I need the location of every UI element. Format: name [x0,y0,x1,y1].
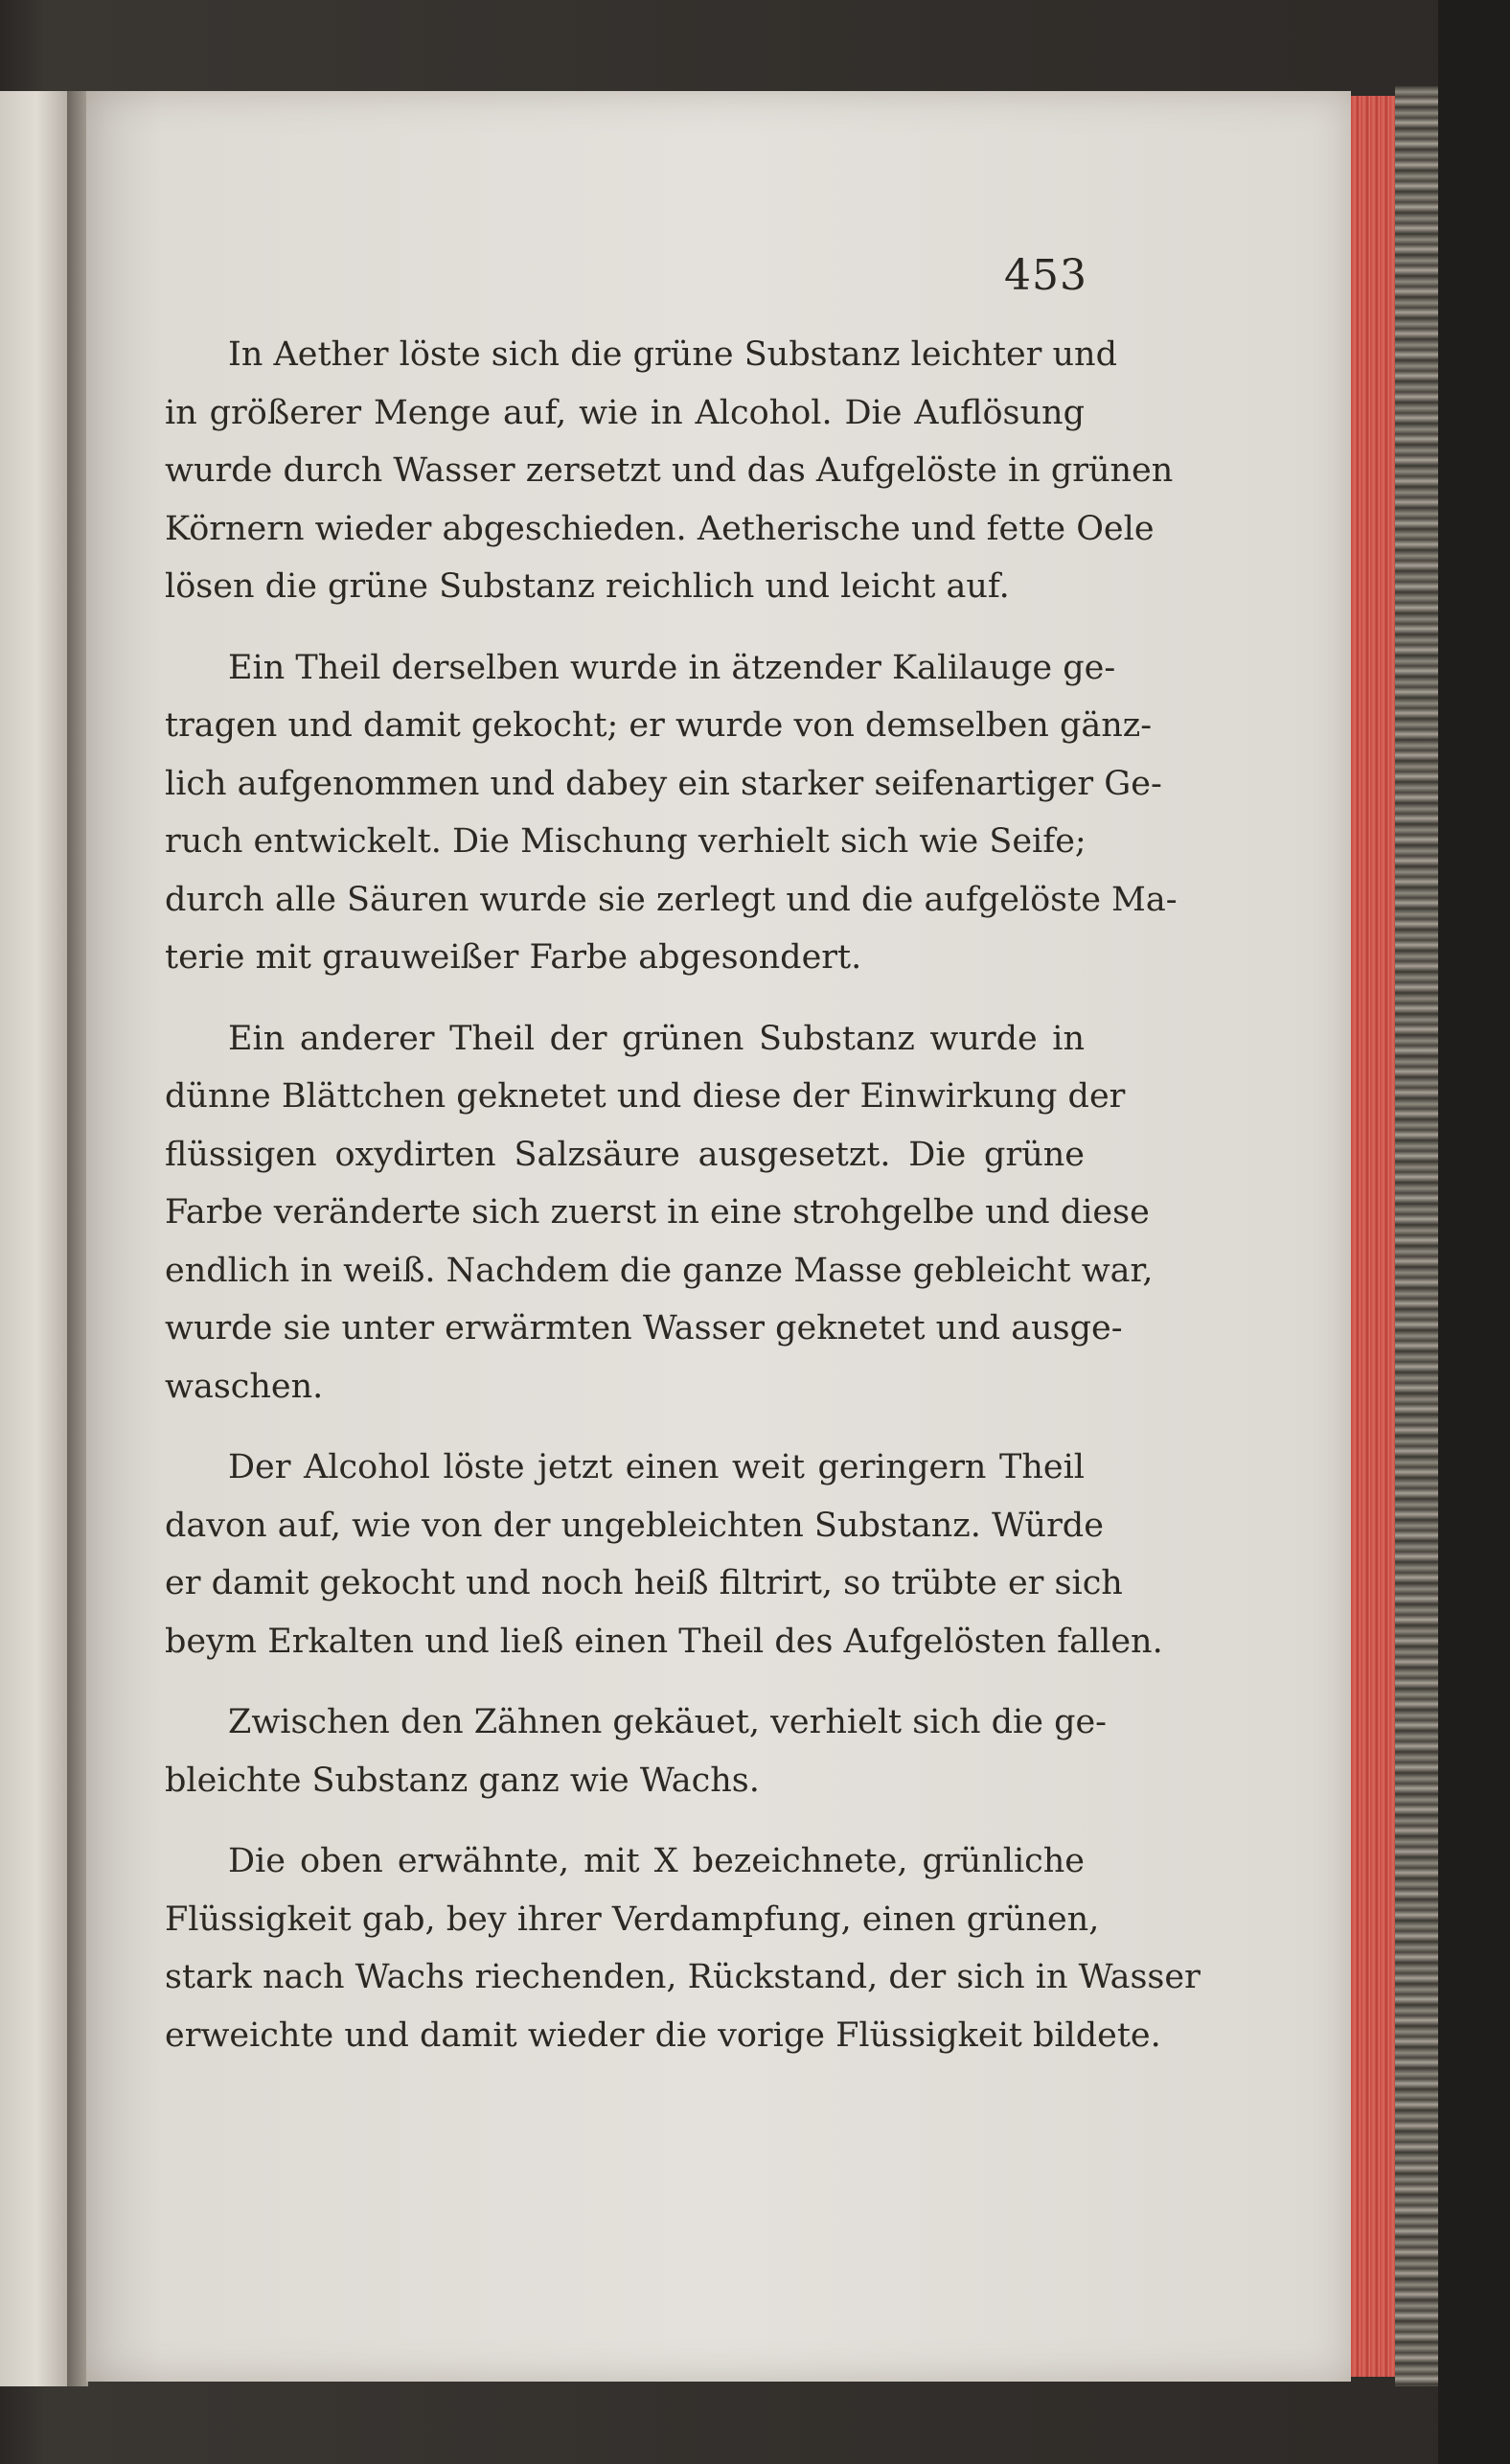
text-line: terie mit grauweißer Farbe abgesondert. [165,938,862,977]
text-line: Farbe veränderte sich zuerst in eine strohgelbe und diese [165,1193,1150,1232]
text-line: tragen und damit gekocht; er wurde von demselben gänz- [165,706,1153,745]
text-line: erweichte und damit wieder die vorige Flüssigkeit bildete. [165,2015,1161,2055]
text-line: Ein Theil derselben wurde in ätzender Kalilauge ge- [228,648,1116,687]
book-gutter [67,91,88,2386]
paragraph [165,639,1178,987]
paragraph [165,1832,1201,2064]
text-line: endlich in weiß. Nachdem die ganze Masse gebleicht war, [165,1251,1154,1290]
text-line: Körnern wieder abgeschieden. Aetherische und fette Oele [165,509,1155,548]
text-line: dünne Blättchen geknetet und diese der Einwirkung der [165,1077,1126,1116]
scan-background [1438,0,1510,2464]
text-line: er damit gekocht und noch heiß filtrirt, so trübte er sich [165,1564,1123,1602]
page-body-text [165,326,1201,2087]
paragraph [165,1693,1108,1809]
text-line: wurde durch Wasser zersetzt und das Aufgelöste in grünen [165,451,1174,490]
text-line: in größerer Menge auf, wie in Alcohol. Die Auflösung [165,393,1085,432]
text-line: lich aufgenommen und dabey ein starker seifenartiger Ge- [165,764,1162,803]
text-line: davon auf, wie von der ungebleichten Substanz. Würde [165,1506,1104,1545]
text-line: flüssigen oxydirten Salzsäure ausgesetzt. Die grüne [165,1135,1085,1174]
red-page-edges [1351,96,1395,2377]
text-line: Flüssigkeit gab, bey ihrer Verdampfung, einen grünen, [165,1900,1100,1939]
previous-page-edge [0,91,69,2386]
text-line: Ein anderer Theil der grünen Substanz wurde in [228,1019,1085,1058]
paragraph [165,326,1174,616]
text-line: lösen die grüne Substanz reichlich und leicht auf. [165,567,1010,606]
text-line: Der Alcohol löste jetzt einen weit geringern Theil [228,1448,1085,1486]
binding-spine [1395,86,1438,2386]
text-line: durch alle Säuren wurde sie zerlegt und die aufgelöste Ma- [165,880,1178,919]
page-number: 453 [1004,251,1087,300]
text-line: waschen. [165,1367,324,1406]
text-line: bleichte Substanz ganz wie Wachs. [165,1761,760,1800]
paragraph [165,1010,1154,1416]
text-line: Die oben erwähnte, mit X bezeichnete, grünliche [228,1842,1085,1880]
text-line: wurde sie unter erwärmten Wasser geknetet und ausge- [165,1309,1123,1347]
text-line: stark nach Wachs riechenden, Rückstand, der sich in Wasser [165,1958,1201,1996]
paragraph [165,1439,1163,1670]
text-line: ruch entwickelt. Die Mischung verhielt sich wie Seife; [165,822,1087,861]
text-line: beym Erkalten und ließ einen Theil des Aufgelösten fallen. [165,1622,1163,1661]
text-line: In Aether löste sich die grüne Substanz leichter und [228,335,1117,374]
text-line: Zwischen den Zähnen gekäuet, verhielt sich die ge- [228,1703,1108,1741]
